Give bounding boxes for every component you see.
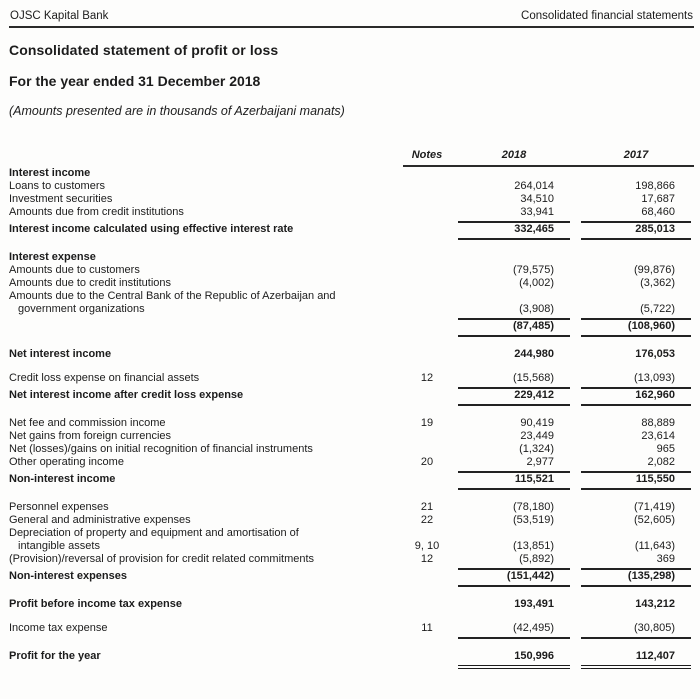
row-label: Credit loss expense on financial assets xyxy=(9,372,200,384)
units-note: (Amounts presented are in thousands of Azerbaijani manats) xyxy=(9,104,345,118)
row-label: Amounts due from credit institutions xyxy=(9,206,184,218)
row-value-2018: (4,002) xyxy=(519,277,554,289)
table-header-row xyxy=(9,149,694,167)
row-value-2017: 2,082 xyxy=(581,456,691,473)
row-value-2017: (3,362) xyxy=(640,277,675,289)
row-label: Income tax expense xyxy=(9,622,108,634)
table-row xyxy=(9,167,694,180)
row-value-2017: (13,093) xyxy=(581,372,691,389)
table-row xyxy=(9,372,694,389)
table-row xyxy=(9,473,694,490)
table-row xyxy=(9,264,694,277)
row-value-2017: 369 xyxy=(581,553,691,570)
table-row xyxy=(9,570,694,587)
row-value-2017: 115,550 xyxy=(581,473,691,490)
table-row xyxy=(9,251,694,264)
row-value-2018: 23,449 xyxy=(520,430,554,442)
row-label xyxy=(9,333,403,337)
row-value-2018: (78,180) xyxy=(513,501,554,513)
table-row xyxy=(9,206,694,223)
row-value-2018: (15,568) xyxy=(458,372,570,389)
row-label: Investment securities xyxy=(9,193,113,205)
row-label: Interest income calculated using effective interest rate xyxy=(9,223,294,235)
row-label: Non-interest income xyxy=(9,473,116,485)
row-value-2017: 112,407 xyxy=(581,650,691,669)
row-note: 11 xyxy=(421,622,433,634)
row-value-2017: (11,643) xyxy=(634,540,675,552)
row-label: Profit for the year xyxy=(9,650,101,662)
row-note: 22 xyxy=(420,514,434,526)
row-value-2018: 244,980 xyxy=(514,348,554,360)
table-row xyxy=(9,417,694,430)
table-row xyxy=(9,320,694,337)
column-header-notes: Notes xyxy=(403,149,451,167)
row-note: 12 xyxy=(420,553,434,565)
row-label: Interest expense xyxy=(9,251,96,263)
table-row xyxy=(9,650,694,669)
statement-period: For the year ended 31 December 2018 xyxy=(9,73,261,89)
table-row xyxy=(9,443,694,456)
row-label: Depreciation of property and equipment and amortisation of intangible assets xyxy=(9,527,299,552)
row-label: Net fee and commission income xyxy=(9,417,166,429)
running-header xyxy=(9,8,694,28)
row-value-2017: 17,687 xyxy=(641,193,675,205)
row-value-2017: (135,298) xyxy=(581,570,691,587)
row-label: Profit before income tax expense xyxy=(9,598,182,610)
table-row xyxy=(9,622,694,639)
row-label: Amounts due to credit institutions xyxy=(9,277,172,289)
row-note xyxy=(403,333,451,337)
row-label: Amounts due to customers xyxy=(9,264,140,276)
row-value-2017: 68,460 xyxy=(581,206,691,223)
row-value-2018: (42,495) xyxy=(458,622,570,639)
row-value-2018: (53,519) xyxy=(513,514,554,526)
row-value-2018: (13,851) xyxy=(513,540,554,552)
table-row xyxy=(9,348,694,361)
table-row xyxy=(9,193,694,206)
row-value-2017: 965 xyxy=(656,443,675,455)
row-label: Net interest income xyxy=(9,348,112,360)
table-row xyxy=(9,553,694,570)
row-value-2017: (5,722) xyxy=(581,303,691,320)
row-label: Net interest income after credit loss expense xyxy=(9,389,244,401)
profit-loss-table xyxy=(9,149,694,669)
row-note: 19 xyxy=(420,417,434,429)
row-value-2018: 90,419 xyxy=(520,417,554,429)
row-note xyxy=(403,663,451,669)
table-row xyxy=(9,180,694,193)
row-value-2018: 150,996 xyxy=(458,650,570,669)
row-note xyxy=(403,316,451,320)
row-value-2018: 332,465 xyxy=(458,223,570,240)
table-row xyxy=(9,501,694,514)
row-value-2017: 285,013 xyxy=(581,223,691,240)
table-rows xyxy=(9,167,694,669)
table-row xyxy=(9,598,694,611)
row-note xyxy=(403,219,451,223)
row-label: General and administrative expenses xyxy=(9,514,191,526)
row-note: 9, 10 xyxy=(414,540,440,552)
row-value-2017: 23,614 xyxy=(641,430,675,442)
row-value-2018: 2,977 xyxy=(458,456,570,473)
row-note: 12 xyxy=(420,372,434,384)
row-value-2018: 115,521 xyxy=(458,473,570,490)
row-label: Net (losses)/gains on initial recognition of financial instruments xyxy=(9,443,313,455)
statement-title: Consolidated statement of profit or loss xyxy=(9,42,279,58)
row-note xyxy=(403,486,451,490)
table-row xyxy=(9,527,694,553)
row-label: Loans to customers xyxy=(9,180,105,192)
row-value-2018: 193,491 xyxy=(514,598,554,610)
row-value-2018: 34,510 xyxy=(520,193,554,205)
table-row xyxy=(9,277,694,290)
column-header-2017: 2017 xyxy=(581,149,691,167)
table-row xyxy=(9,389,694,406)
row-value-2018: (1,324) xyxy=(519,443,554,455)
row-value-2017: (71,419) xyxy=(634,501,675,513)
company-name: OJSC Kapital Bank xyxy=(10,10,109,22)
table-row xyxy=(9,456,694,473)
table-row xyxy=(9,290,694,320)
row-value-2018: (151,442) xyxy=(458,570,570,587)
row-note xyxy=(403,583,451,587)
row-label: Interest income xyxy=(9,167,91,179)
row-value-2017: 176,053 xyxy=(635,348,675,360)
row-value-2018: (87,485) xyxy=(458,320,570,337)
row-note: 21 xyxy=(420,501,434,513)
row-label: Other operating income xyxy=(9,456,124,468)
row-label: Amounts due to the Central Bank of the Republic of Azerbaijan and government organizations xyxy=(9,290,336,315)
row-note xyxy=(403,402,451,406)
row-value-2018: 264,014 xyxy=(514,180,554,192)
row-value-2017: 143,212 xyxy=(635,598,675,610)
row-value-2018: 229,412 xyxy=(458,389,570,406)
row-value-2018: (3,908) xyxy=(458,303,570,320)
row-value-2018: (5,892) xyxy=(458,553,570,570)
column-header-2018: 2018 xyxy=(458,149,570,167)
row-value-2017: 198,866 xyxy=(635,180,675,192)
table-row xyxy=(9,430,694,443)
row-label: Net gains from foreign currencies xyxy=(9,430,172,442)
row-value-2017: (52,605) xyxy=(634,514,675,526)
row-value-2018: 33,941 xyxy=(458,206,570,223)
row-label: Non-interest expenses xyxy=(9,570,127,582)
row-value-2017: 162,960 xyxy=(581,389,691,406)
row-value-2018: (79,575) xyxy=(513,264,554,276)
row-note: 20 xyxy=(420,456,434,468)
row-value-2017: (99,876) xyxy=(634,264,675,276)
row-value-2017: (30,805) xyxy=(581,622,691,639)
table-row xyxy=(9,223,694,240)
row-label: Personnel expenses xyxy=(9,501,109,513)
row-value-2017: 88,889 xyxy=(641,417,675,429)
table-row xyxy=(9,514,694,527)
row-label: (Provision)/reversal of provision for credit related commitments xyxy=(9,553,315,565)
row-note xyxy=(403,236,451,240)
report-type-label: Consolidated financial statements xyxy=(521,10,693,22)
row-value-2017: (108,960) xyxy=(581,320,691,337)
